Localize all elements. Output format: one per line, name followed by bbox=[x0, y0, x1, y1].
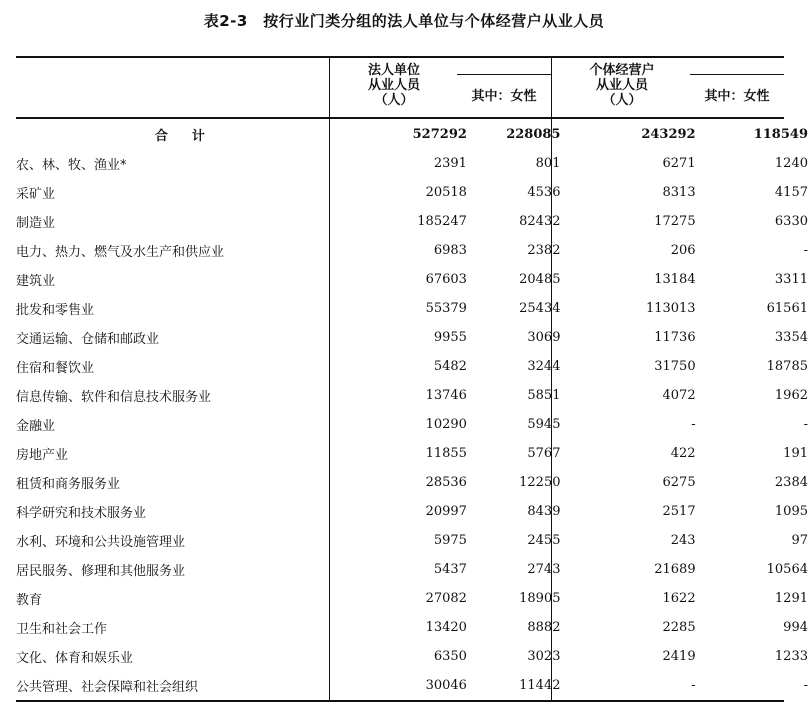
individual-employees-cell: 243 bbox=[670, 533, 696, 548]
table-row bbox=[16, 584, 808, 613]
individual-female-cell: - bbox=[803, 417, 808, 432]
table-row bbox=[16, 526, 808, 555]
header-individual-female: 其中：女性 bbox=[704, 89, 770, 104]
legal-employees-cell: 5482 bbox=[433, 359, 467, 374]
legal-employees-cell: 5437 bbox=[433, 562, 467, 577]
legal-employees-cell: 6983 bbox=[433, 243, 467, 258]
individual-female-cell: 6330 bbox=[774, 214, 808, 229]
table-row bbox=[16, 178, 808, 207]
table-row bbox=[16, 439, 808, 468]
individual-employees-cell: 2285 bbox=[662, 620, 696, 635]
individual-employees-cell: 6275 bbox=[662, 475, 696, 490]
table-title: 表2-3 按行业门类分组的法人单位与个体经营户从业人员 bbox=[203, 12, 605, 30]
legal-employees-cell: 13420 bbox=[425, 620, 467, 635]
legal-employees-cell: 30046 bbox=[425, 678, 467, 693]
header-legal-line2: 从业人员 bbox=[367, 78, 420, 93]
row-label: 科学研究和技术服务业 bbox=[16, 506, 147, 521]
individual-female-cell: 3354 bbox=[774, 330, 808, 345]
legal-employees-cell: 11855 bbox=[425, 446, 467, 461]
individual-female-cell: 61561 bbox=[766, 301, 808, 316]
individual-employees-cell: 21689 bbox=[654, 562, 696, 577]
individual-employees-cell: 11736 bbox=[654, 330, 696, 345]
individual-employees-cell: - bbox=[691, 417, 696, 432]
legal-employees-cell: 5975 bbox=[433, 533, 467, 548]
individual-employees-cell: 4072 bbox=[662, 388, 696, 403]
individual-employees-cell: 31750 bbox=[654, 359, 696, 374]
row-label: 文化、体育和娱乐业 bbox=[16, 651, 134, 666]
individual-employees-cell: 243292 bbox=[641, 127, 696, 142]
row-label: 合计 bbox=[154, 129, 229, 144]
individual-female-cell: 1240 bbox=[774, 156, 808, 171]
table-row bbox=[16, 381, 808, 410]
row-label: 卫生和社会工作 bbox=[16, 622, 108, 637]
legal-female-cell: 801 bbox=[535, 156, 561, 171]
legal-female-cell: 12250 bbox=[519, 475, 561, 490]
legal-female-cell: 8882 bbox=[527, 620, 561, 635]
header-subrule-right bbox=[690, 74, 784, 75]
individual-female-cell: 2384 bbox=[774, 475, 808, 490]
header-legal-female: 其中：女性 bbox=[471, 89, 537, 104]
legal-female-cell: 5851 bbox=[527, 388, 561, 403]
row-label: 批发和零售业 bbox=[16, 303, 95, 318]
row-label: 金融业 bbox=[16, 419, 56, 434]
legal-female-cell: 3244 bbox=[527, 359, 561, 374]
individual-female-cell: 18785 bbox=[766, 359, 808, 374]
legal-female-cell: 2743 bbox=[527, 562, 561, 577]
legal-female-cell: 2382 bbox=[527, 243, 561, 258]
legal-employees-cell: 2391 bbox=[433, 156, 467, 171]
individual-female-cell: 1233 bbox=[774, 649, 808, 664]
header-subrule-left bbox=[457, 74, 551, 75]
top-rule bbox=[16, 56, 784, 58]
total-row bbox=[16, 120, 808, 149]
legal-employees-cell: 55379 bbox=[425, 301, 467, 316]
legal-female-cell: 3069 bbox=[527, 330, 561, 345]
row-label: 农、林、牧、渔业* bbox=[16, 158, 127, 173]
legal-employees-cell: 6350 bbox=[433, 649, 467, 664]
individual-employees-cell: 113013 bbox=[645, 301, 696, 316]
individual-employees-cell: 2419 bbox=[662, 649, 696, 664]
header-legal-employees bbox=[335, 63, 453, 108]
legal-female-cell: 3023 bbox=[527, 649, 561, 664]
individual-employees-cell: 1622 bbox=[662, 591, 696, 606]
header-legal-line1: 法人单位 bbox=[367, 63, 420, 78]
legal-female-cell: 228085 bbox=[506, 127, 561, 142]
employment-table bbox=[16, 120, 808, 700]
legal-female-cell: 4536 bbox=[527, 185, 561, 200]
header-individual-line3: （人） bbox=[602, 93, 642, 108]
individual-female-cell: 4157 bbox=[774, 185, 808, 200]
individual-employees-cell: 2517 bbox=[662, 504, 696, 519]
header-individual-employees bbox=[555, 63, 689, 108]
individual-female-cell: 3311 bbox=[774, 272, 808, 287]
table-row bbox=[16, 352, 808, 381]
legal-employees-cell: 67603 bbox=[425, 272, 467, 287]
legal-female-cell: 82432 bbox=[519, 214, 561, 229]
row-label: 建筑业 bbox=[16, 274, 56, 289]
individual-female-cell: 1095 bbox=[774, 504, 808, 519]
individual-employees-cell: 6271 bbox=[662, 156, 696, 171]
table-row bbox=[16, 613, 808, 642]
individual-female-cell: 10564 bbox=[766, 562, 808, 577]
row-label: 公共管理、社会保障和社会组织 bbox=[16, 680, 199, 695]
row-label: 信息传输、软件和信息技术服务业 bbox=[16, 390, 212, 405]
row-label: 制造业 bbox=[16, 216, 56, 231]
row-label: 交通运输、仓储和邮政业 bbox=[16, 332, 160, 347]
legal-female-cell: 5767 bbox=[527, 446, 561, 461]
table-row bbox=[16, 497, 808, 526]
individual-female-cell: 1291 bbox=[774, 591, 808, 606]
individual-employees-cell: 17275 bbox=[654, 214, 696, 229]
legal-employees-cell: 185247 bbox=[417, 214, 467, 229]
legal-employees-cell: 10290 bbox=[425, 417, 467, 432]
individual-female-cell: - bbox=[803, 678, 808, 693]
header-individual-line2: 从业人员 bbox=[595, 78, 648, 93]
row-label: 水利、环境和公共设施管理业 bbox=[16, 535, 186, 550]
legal-female-cell: 5945 bbox=[527, 417, 561, 432]
table-row bbox=[16, 671, 808, 700]
legal-female-cell: 20485 bbox=[519, 272, 561, 287]
legal-female-cell: 2455 bbox=[527, 533, 561, 548]
legal-female-cell: 18905 bbox=[519, 591, 561, 606]
row-label: 房地产业 bbox=[16, 448, 69, 463]
header-legal-line3: （人） bbox=[374, 93, 414, 108]
row-label: 教育 bbox=[16, 593, 43, 608]
individual-female-cell: 994 bbox=[783, 620, 808, 635]
individual-employees-cell: 13184 bbox=[654, 272, 696, 287]
table-row bbox=[16, 207, 808, 236]
row-label: 住宿和餐饮业 bbox=[16, 361, 95, 376]
table-row bbox=[16, 468, 808, 497]
individual-employees-cell: 422 bbox=[670, 446, 696, 461]
table-row bbox=[16, 149, 808, 178]
legal-employees-cell: 9955 bbox=[433, 330, 467, 345]
legal-employees-cell: 20518 bbox=[425, 185, 467, 200]
table-row bbox=[16, 410, 808, 439]
legal-female-cell: 11442 bbox=[519, 678, 561, 693]
bottom-rule bbox=[16, 700, 784, 702]
table-row bbox=[16, 294, 808, 323]
individual-employees-cell: 8313 bbox=[662, 185, 696, 200]
individual-employees-cell: 206 bbox=[670, 243, 696, 258]
legal-employees-cell: 27082 bbox=[425, 591, 467, 606]
legal-employees-cell: 527292 bbox=[412, 127, 467, 142]
row-label: 电力、热力、燃气及水生产和供应业 bbox=[16, 245, 225, 260]
individual-female-cell: 1962 bbox=[774, 388, 808, 403]
individual-female-cell: - bbox=[803, 243, 808, 258]
table-row bbox=[16, 323, 808, 352]
legal-employees-cell: 20997 bbox=[425, 504, 467, 519]
legal-employees-cell: 13746 bbox=[425, 388, 467, 403]
row-label: 居民服务、修理和其他服务业 bbox=[16, 564, 186, 579]
table-row bbox=[16, 265, 808, 294]
header-individual-line1: 个体经营户 bbox=[589, 63, 655, 78]
row-label: 采矿业 bbox=[16, 187, 56, 202]
individual-employees-cell: - bbox=[691, 678, 696, 693]
table-row bbox=[16, 555, 808, 584]
individual-female-cell: 191 bbox=[783, 446, 808, 461]
individual-female-cell: 97 bbox=[791, 533, 808, 548]
header-bottom-rule bbox=[16, 117, 784, 119]
legal-female-cell: 25434 bbox=[519, 301, 561, 316]
row-label: 租赁和商务服务业 bbox=[16, 477, 121, 492]
individual-female-cell: 118549 bbox=[753, 127, 808, 142]
legal-employees-cell: 28536 bbox=[425, 475, 467, 490]
table-row bbox=[16, 642, 808, 671]
legal-female-cell: 8439 bbox=[527, 504, 561, 519]
table-row bbox=[16, 236, 808, 265]
